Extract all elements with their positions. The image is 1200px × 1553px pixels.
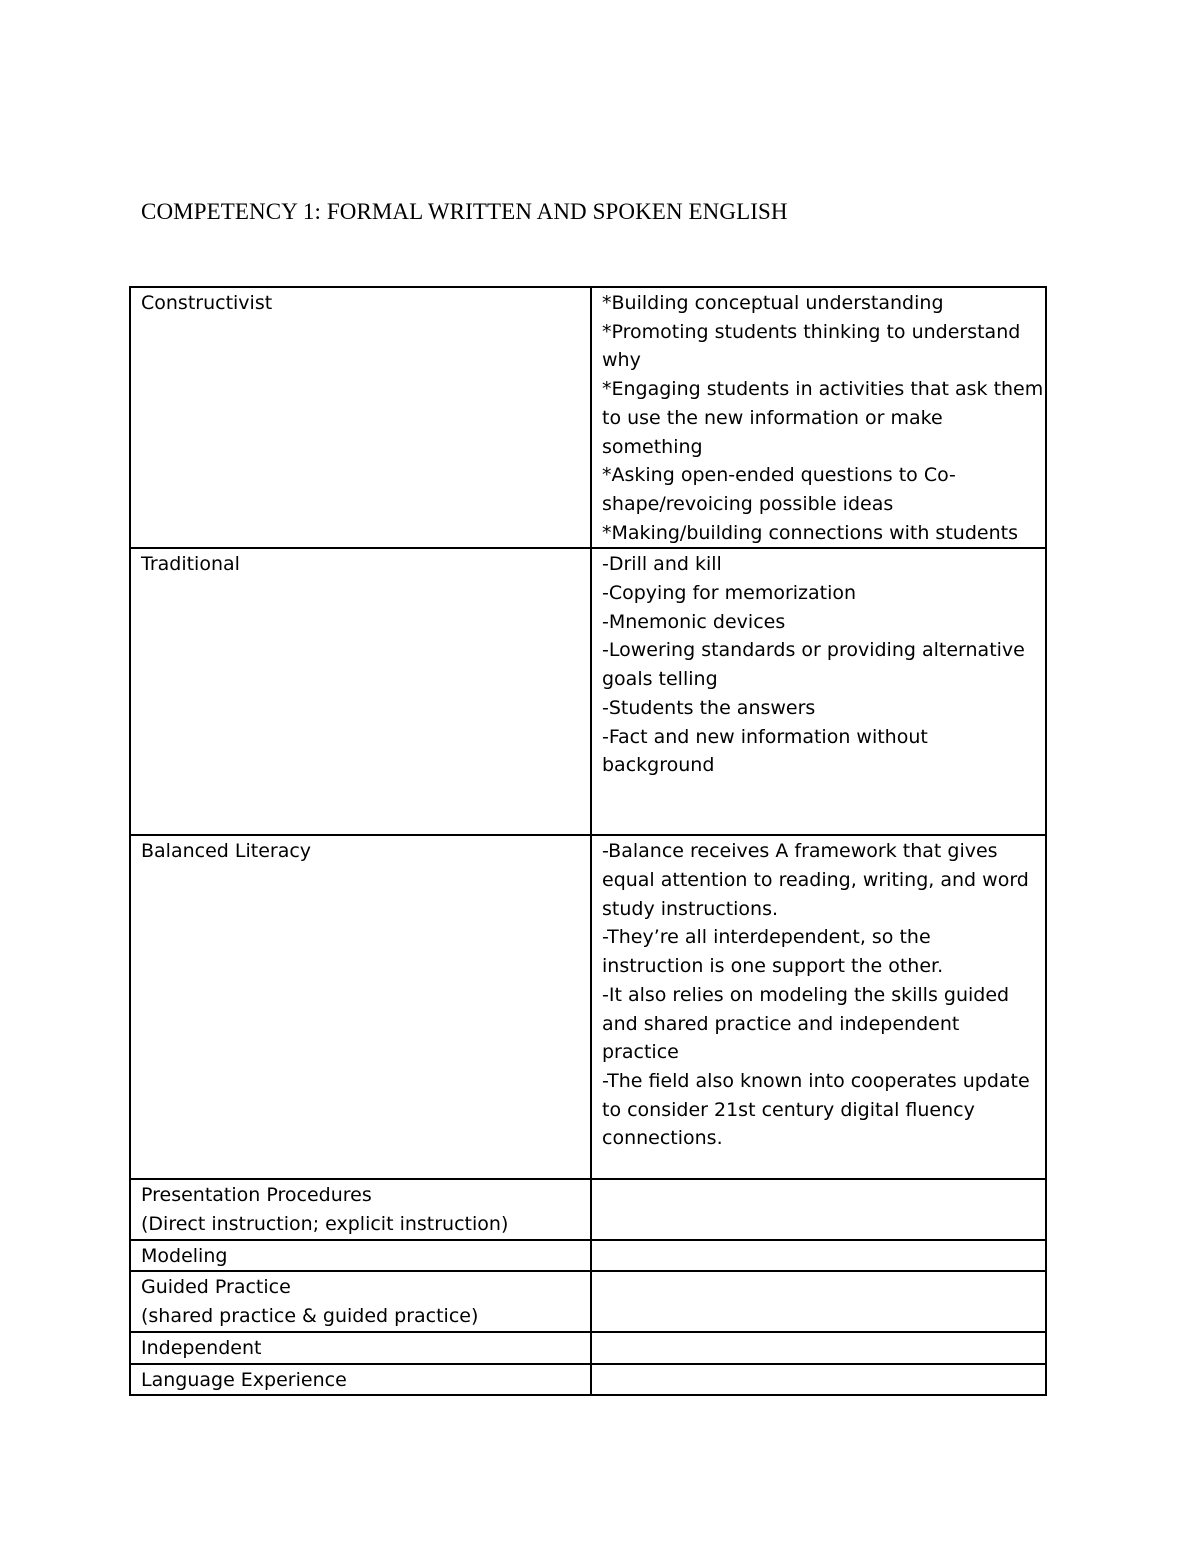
description-line: equal attention to reading, writing, and word: [602, 869, 1029, 892]
table-row-presentation-procedures: [130, 1179, 1046, 1239]
term-cell: [130, 548, 591, 835]
term-label: Presentation Procedures: [141, 1184, 372, 1207]
term-sublabel: (Direct instruction; explicit instruction): [141, 1213, 509, 1236]
term-cell: [130, 1364, 591, 1396]
description-cell: [591, 1240, 1046, 1272]
term-cell: [130, 287, 591, 548]
table-row-language-experience: [130, 1364, 1046, 1396]
term-label: Independent: [141, 1336, 262, 1359]
description-line: something: [602, 435, 703, 458]
description-line: -Fact and new information without: [602, 725, 928, 748]
description-line: -The field also known into cooperates update: [602, 1069, 1030, 1092]
description-line: study instructions.: [602, 897, 779, 920]
term-label: Language Experience: [141, 1368, 347, 1391]
term-label: Modeling: [141, 1244, 228, 1267]
term-cell: [130, 1332, 591, 1364]
description-line: *Promoting students thinking to understand: [602, 320, 1021, 343]
description-line: shape/revoicing possible ideas: [602, 492, 894, 515]
description-line: background: [602, 754, 715, 777]
term-label: Balanced Literacy: [141, 840, 312, 863]
description-cell: [591, 287, 1046, 548]
description-cell: [591, 1179, 1046, 1239]
table-row-constructivist: [130, 287, 1046, 548]
table-row-modeling: [130, 1240, 1046, 1272]
table-row-traditional: [130, 548, 1046, 835]
table-row-independent: [130, 1332, 1046, 1364]
description-cell: [591, 1332, 1046, 1364]
term-label: Traditional: [141, 553, 240, 576]
description-line: *Engaging students in activities that ask them: [602, 378, 1044, 401]
description-line: -Balance receives A framework that gives: [602, 840, 998, 863]
description-line: *Asking open-ended questions to Co-: [602, 464, 956, 487]
description-line: -Mnemonic devices: [602, 610, 786, 633]
page-title: COMPETENCY 1: FORMAL WRITTEN AND SPOKEN ENGLISH: [141, 199, 788, 224]
description-line: -Lowering standards or providing alternative: [602, 639, 1025, 662]
term-cell: [130, 835, 591, 1179]
description-line: *Building conceptual understanding: [602, 292, 944, 314]
description-line: -It also relies on modeling the skills guided: [602, 983, 1010, 1006]
description-line: -Drill and kill: [602, 553, 722, 576]
term-cell: [130, 1240, 591, 1272]
description-cell: [591, 835, 1046, 1179]
description-line: *Making/building connections with students: [602, 521, 1018, 544]
description-line: -Copying for memorization: [602, 582, 857, 605]
description-line: -They’re all interdependent, so the: [602, 926, 931, 949]
term-cell: [130, 1271, 591, 1331]
description-line: and shared practice and independent: [602, 1012, 960, 1035]
description-line: why: [602, 349, 641, 372]
table-row-balanced-literacy: [130, 835, 1046, 1179]
description-cell: [591, 1364, 1046, 1396]
term-label: Guided Practice: [141, 1276, 291, 1299]
description-cell: [591, 548, 1046, 835]
description-line: to use the new information or make: [602, 406, 943, 429]
description-line: goals telling: [602, 668, 718, 691]
term-sublabel: (shared practice & guided practice): [141, 1305, 479, 1328]
term-label: Constructivist: [141, 292, 273, 314]
competency-table: [129, 286, 1047, 1396]
description-line: practice: [602, 1041, 679, 1064]
description-line: instruction is one support the other.: [602, 955, 944, 978]
description-line: connections.: [602, 1127, 723, 1150]
description-line: -Students the answers: [602, 696, 816, 719]
table-row-guided-practice: [130, 1271, 1046, 1331]
term-cell: [130, 1179, 591, 1239]
description-cell: [591, 1271, 1046, 1331]
description-line: to consider 21st century digital fluency: [602, 1098, 975, 1121]
